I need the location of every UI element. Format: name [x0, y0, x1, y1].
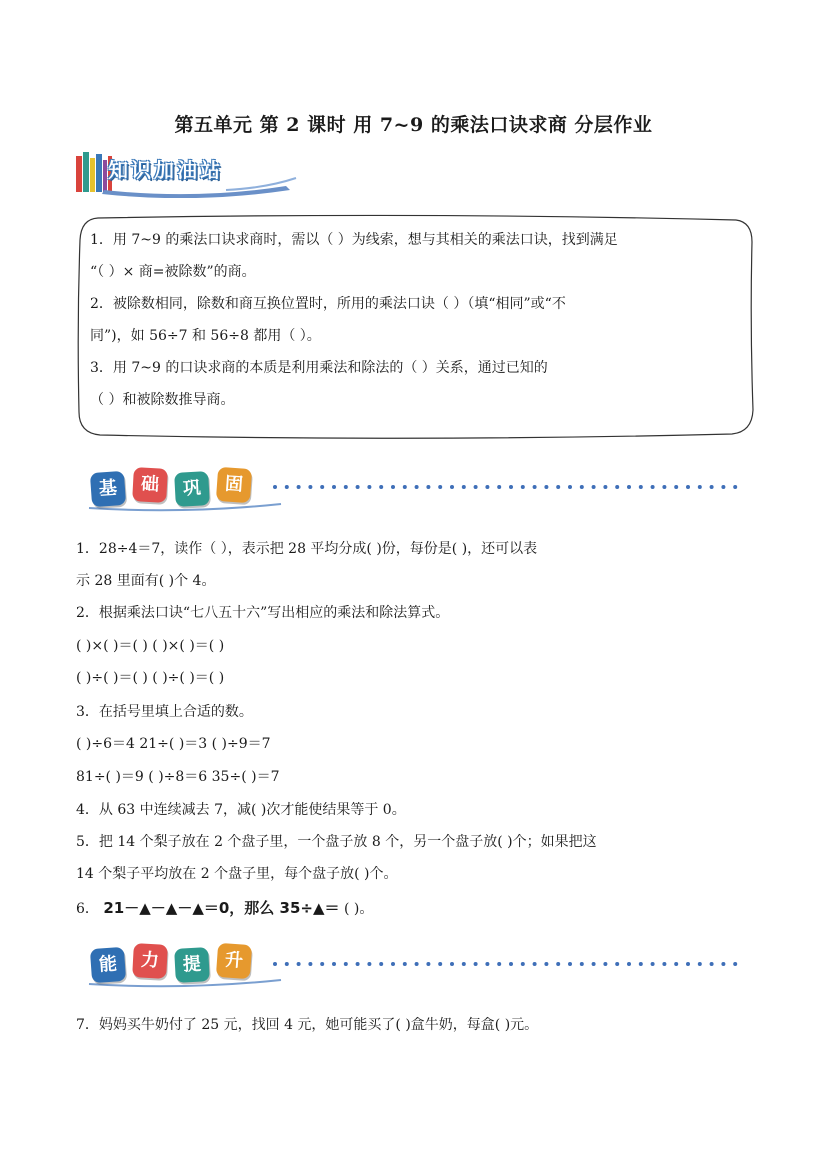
ability-section-banner: [85, 942, 285, 990]
banner-tile: 固: [216, 467, 252, 503]
divider-dot: [332, 962, 336, 966]
divider-dot: [391, 485, 395, 489]
divider-dot: [580, 485, 584, 489]
divider-dot: [686, 962, 690, 966]
divider-dot: [485, 962, 489, 966]
divider-dot: [627, 962, 631, 966]
question-line: 3．在括号里填上合适的数。: [76, 704, 253, 720]
divider-dot: [627, 485, 631, 489]
divider-dot: [474, 962, 478, 966]
page-title: 第五单元 第 2 课时 用 7~9 的乘法口诀求商 分层作业: [174, 114, 653, 136]
divider-dot: [462, 962, 466, 966]
divider-dot: [297, 962, 301, 966]
divider-dot: [568, 962, 572, 966]
divider-dot: [320, 962, 324, 966]
banner-tile: 提: [174, 947, 210, 983]
divider-dot: [426, 485, 430, 489]
divider-dot: [426, 962, 430, 966]
divider-dot: [556, 962, 560, 966]
divider-dot: [580, 962, 584, 966]
question-line: ( )×( )＝( ) ( )×( )＝( ): [76, 638, 225, 654]
question-6: [76, 898, 373, 919]
knowledge-line: 同”)，如 56÷7 和 56÷8 都用（ ）。: [90, 328, 321, 344]
knowledge-line: 3．用 7~9 的口诀求商的本质是利用乘法和除法的（ ）关系，通过已知的: [90, 360, 548, 376]
banner-tile: 基: [90, 471, 126, 507]
divider-dot: [308, 485, 312, 489]
question-line: 7．妈妈买牛奶付了 25 元，找回 4 元，她可能买了( )盒牛奶，每盒( )元。: [76, 1017, 539, 1033]
divider-dot: [497, 485, 501, 489]
divider-dot: [733, 962, 737, 966]
divider-dot: [273, 485, 277, 489]
divider-dot: [474, 485, 478, 489]
divider-dot: [651, 962, 655, 966]
knowledge-line: “（ ）× 商=被除数”的商。: [90, 264, 256, 280]
knowledge-line: （ ）和被除数推导商。: [90, 392, 235, 408]
divider-dot: [686, 485, 690, 489]
divider-dot: [721, 962, 725, 966]
dotted-divider: [272, 484, 742, 490]
divider-dot: [379, 962, 383, 966]
banner-tile: 力: [132, 943, 168, 979]
divider-dot: [320, 485, 324, 489]
dotted-divider: [272, 961, 742, 967]
divider-dot: [674, 485, 678, 489]
divider-dot: [450, 962, 454, 966]
divider-dot: [356, 962, 360, 966]
divider-dot: [651, 485, 655, 489]
divider-dot: [356, 485, 360, 489]
divider-dot: [367, 962, 371, 966]
divider-dot: [544, 962, 548, 966]
divider-dot: [332, 485, 336, 489]
divider-dot: [533, 485, 537, 489]
question-line: ( )÷( )＝( ) ( )÷( )＝( ): [76, 670, 225, 686]
divider-dot: [698, 962, 702, 966]
divider-dot: [485, 485, 489, 489]
divider-dot: [521, 485, 525, 489]
divider-dot: [509, 962, 513, 966]
question-line: 14 个梨子平均放在 2 个盘子里，每个盘子放( )个。: [76, 866, 398, 882]
banner-tile: 升: [216, 943, 252, 979]
banner-tile: 础: [132, 467, 168, 503]
divider-dot: [710, 962, 714, 966]
question-line: 81÷( )＝9 ( )÷8＝6 35÷( )＝7: [76, 769, 280, 785]
knowledge-line: 2．被除数相同，除数和商互换位置时，所用的乘法口诀（ ）（填“相同”或“不: [90, 296, 566, 312]
knowledge-line: 1．用 7~9 的乘法口诀求商时，需以（ ）为线索，想与其相关的乘法口诀，找到满足: [90, 232, 618, 248]
divider-dot: [721, 485, 725, 489]
divider-dot: [415, 485, 419, 489]
divider-dot: [603, 962, 607, 966]
divider-dot: [438, 485, 442, 489]
banner-tile: 巩: [174, 471, 210, 507]
question-6-number: 6．: [76, 901, 99, 917]
divider-dot: [391, 962, 395, 966]
divider-dot: [285, 962, 289, 966]
banner-tile: 能: [90, 947, 126, 983]
divider-dot: [367, 485, 371, 489]
question-line: 示 28 里面有( )个 4。: [76, 573, 216, 589]
divider-dot: [344, 962, 348, 966]
divider-dot: [462, 485, 466, 489]
divider-dot: [450, 485, 454, 489]
question-line: 1．28÷4＝7，读作（ ），表示把 28 平均分成( )份，每份是( )，还可以表: [76, 541, 538, 557]
divider-dot: [509, 485, 513, 489]
divider-dot: [344, 485, 348, 489]
divider-dot: [438, 962, 442, 966]
divider-dot: [379, 485, 383, 489]
divider-dot: [592, 485, 596, 489]
divider-dot: [733, 485, 737, 489]
divider-dot: [533, 962, 537, 966]
knowledge-banner-label: 知识加油站: [108, 158, 223, 182]
divider-dot: [497, 962, 501, 966]
question-6-expression: 21－▲－▲－▲＝0，那么 35÷▲＝: [103, 899, 340, 917]
divider-dot: [556, 485, 560, 489]
question-line: 4．从 63 中连续减去 7，减( )次才能使结果等于 0。: [76, 802, 406, 818]
question-line: ( )÷6＝4 21÷( )＝3 ( )÷9＝7: [76, 736, 271, 752]
question-line: 2．根据乘法口诀“七八五十六”写出相应的乘法和除法算式。: [76, 605, 450, 621]
divider-dot: [521, 962, 525, 966]
divider-dot: [662, 962, 666, 966]
divider-dot: [415, 962, 419, 966]
divider-dot: [639, 962, 643, 966]
divider-dot: [544, 485, 548, 489]
divider-dot: [698, 485, 702, 489]
divider-dot: [662, 485, 666, 489]
divider-dot: [308, 962, 312, 966]
divider-dot: [674, 962, 678, 966]
divider-dot: [639, 485, 643, 489]
divider-dot: [568, 485, 572, 489]
divider-dot: [710, 485, 714, 489]
divider-dot: [615, 485, 619, 489]
divider-dot: [403, 962, 407, 966]
question-6-blank: ( )。: [343, 901, 374, 917]
question-line: 5．把 14 个梨子放在 2 个盘子里，一个盘子放 8 个，另一个盘子放( )个；如果把这: [76, 834, 597, 850]
divider-dot: [603, 485, 607, 489]
divider-dot: [403, 485, 407, 489]
divider-dot: [297, 485, 301, 489]
basic-section-banner: [85, 466, 285, 514]
divider-dot: [592, 962, 596, 966]
divider-dot: [615, 962, 619, 966]
divider-dot: [273, 962, 277, 966]
divider-dot: [285, 485, 289, 489]
